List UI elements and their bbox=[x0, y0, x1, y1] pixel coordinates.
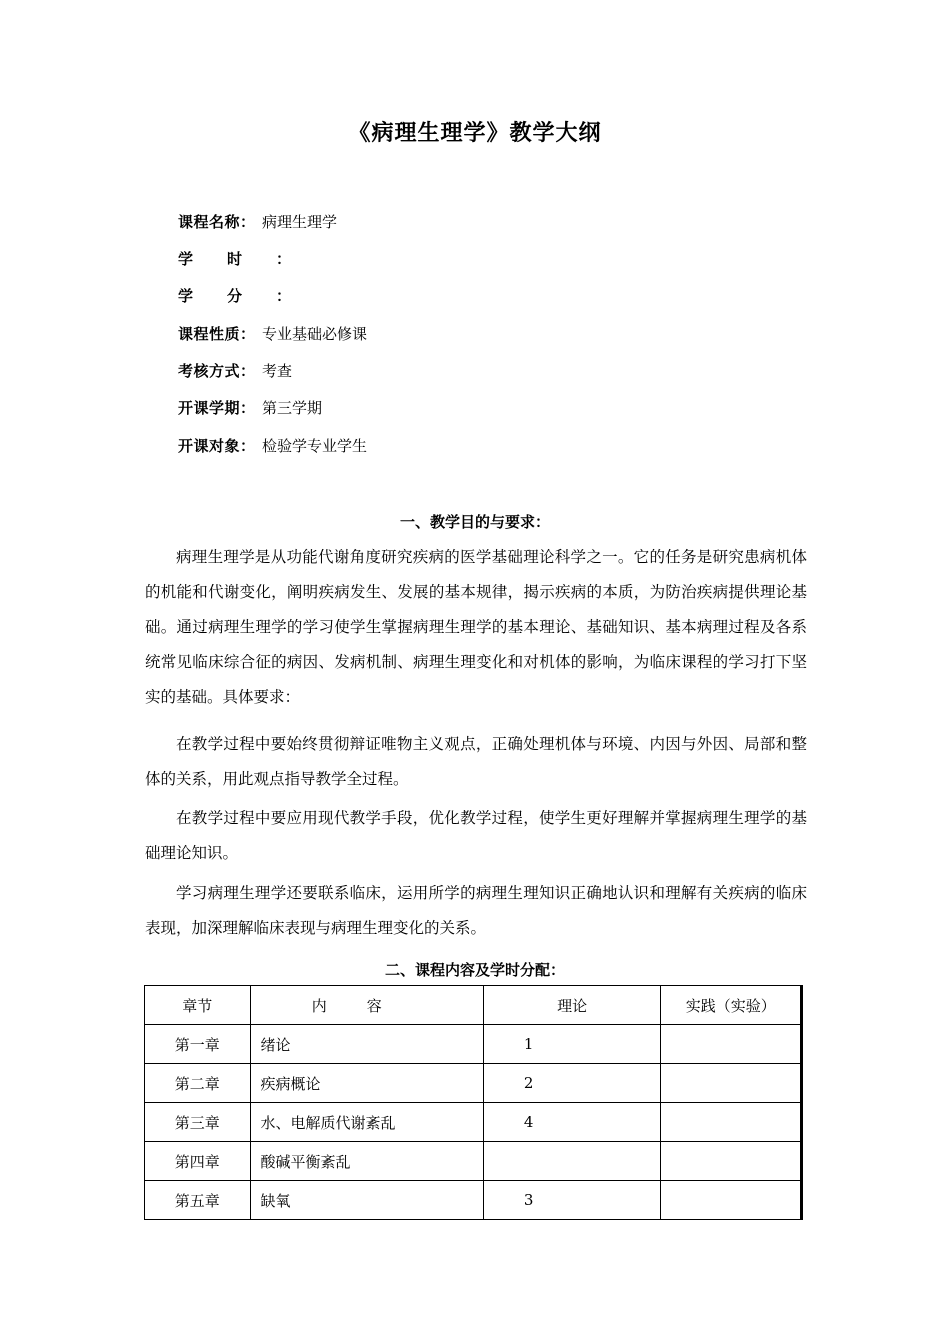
table-row bbox=[145, 1025, 802, 1064]
table-row bbox=[145, 1181, 802, 1220]
meta-label: 课程名称： bbox=[178, 213, 256, 231]
cell-theory: 2 bbox=[483, 1064, 661, 1103]
cell-chapter: 第四章 bbox=[145, 1142, 251, 1181]
cell-content: 缺氧 bbox=[250, 1181, 483, 1220]
meta-label: 学时： bbox=[178, 250, 326, 268]
cell-content: 水、电解质代谢紊乱 bbox=[250, 1103, 483, 1142]
table-row bbox=[145, 1103, 802, 1142]
cell-chapter: 第一章 bbox=[145, 1025, 251, 1064]
paragraph: 病理生理学是从功能代谢角度研究疾病的医学基础理论科学之一。它的任务是研究患病机体的机能和代谢变化，阐明疾病发生、发展的基本规律，揭示疾病的本质，为防治疾病提供理论基础。通过病理生理学的学习使学生掌握病理生理学的基本理论、基础知识、基本病理过程及各系统常见临床综合征的病因、发病机制、病理生理变化和对机体的影响，为临床课程的学习打下坚实的基础。具体要求： bbox=[145, 548, 807, 706]
meta-value: 病理生理学 bbox=[262, 213, 338, 231]
section-heading-objectives: 一、教学目的与要求： bbox=[399, 513, 550, 531]
meta-value: 第三学期 bbox=[262, 399, 323, 417]
paragraph: 在教学过程中要始终贯彻辩证唯物主义观点，正确处理机体与环境、内因与外因、局部和整体的关系，用此观点指导教学全过程。 bbox=[145, 735, 807, 788]
document-title: 《病理生理学》教学大纲 bbox=[348, 121, 602, 146]
meta-audience bbox=[178, 436, 778, 456]
meta-hours bbox=[178, 249, 778, 269]
cell-practice bbox=[661, 1103, 802, 1142]
meta-semester bbox=[178, 398, 778, 418]
cell-theory: 4 bbox=[483, 1103, 661, 1142]
meta-value: 考查 bbox=[262, 362, 293, 380]
table-header-row bbox=[145, 986, 802, 1025]
meta-label: 学分： bbox=[178, 287, 326, 305]
meta-label: 开课学期： bbox=[178, 399, 256, 417]
cell-theory: 3 bbox=[483, 1181, 661, 1220]
table-row bbox=[145, 1064, 802, 1103]
meta-value: 专业基础必修课 bbox=[262, 325, 368, 343]
header-theory: 理论 bbox=[483, 986, 661, 1025]
cell-content: 绪论 bbox=[250, 1025, 483, 1064]
header-practice: 实践（实验） bbox=[661, 986, 802, 1025]
table-row bbox=[145, 1142, 802, 1181]
meta-course-name bbox=[178, 212, 778, 232]
cell-practice bbox=[661, 1142, 802, 1181]
cell-practice bbox=[661, 1181, 802, 1220]
meta-label: 考核方式： bbox=[178, 362, 256, 380]
meta-label: 课程性质： bbox=[178, 325, 256, 343]
cell-theory bbox=[483, 1142, 661, 1181]
meta-course-type bbox=[178, 324, 778, 344]
cell-content: 酸碱平衡紊乱 bbox=[250, 1142, 483, 1181]
cell-theory: 1 bbox=[483, 1025, 661, 1064]
cell-practice bbox=[661, 1064, 802, 1103]
cell-content: 疾病概论 bbox=[250, 1064, 483, 1103]
cell-practice bbox=[661, 1025, 802, 1064]
paragraph: 学习病理生理学还要联系临床，运用所学的病理生理知识正确地认识和理解有关疾病的临床表现，加深理解临床表现与病理生理变化的关系。 bbox=[145, 884, 807, 937]
meta-credits bbox=[178, 286, 778, 306]
cell-chapter: 第五章 bbox=[145, 1181, 251, 1220]
section-heading-content: 二、课程内容及学时分配： bbox=[384, 961, 565, 979]
meta-value: 检验学专业学生 bbox=[262, 437, 368, 455]
paragraph: 在教学过程中要应用现代教学手段，优化教学过程，使学生更好理解并掌握病理生理学的基础理论知识。 bbox=[145, 809, 807, 862]
header-content: 内容 bbox=[250, 986, 483, 1025]
cell-chapter: 第三章 bbox=[145, 1103, 251, 1142]
cell-chapter: 第二章 bbox=[145, 1064, 251, 1103]
course-hours-table bbox=[144, 985, 803, 1220]
meta-label: 开课对象： bbox=[178, 437, 256, 455]
meta-assessment bbox=[178, 361, 778, 381]
header-chapter: 章节 bbox=[145, 986, 251, 1025]
